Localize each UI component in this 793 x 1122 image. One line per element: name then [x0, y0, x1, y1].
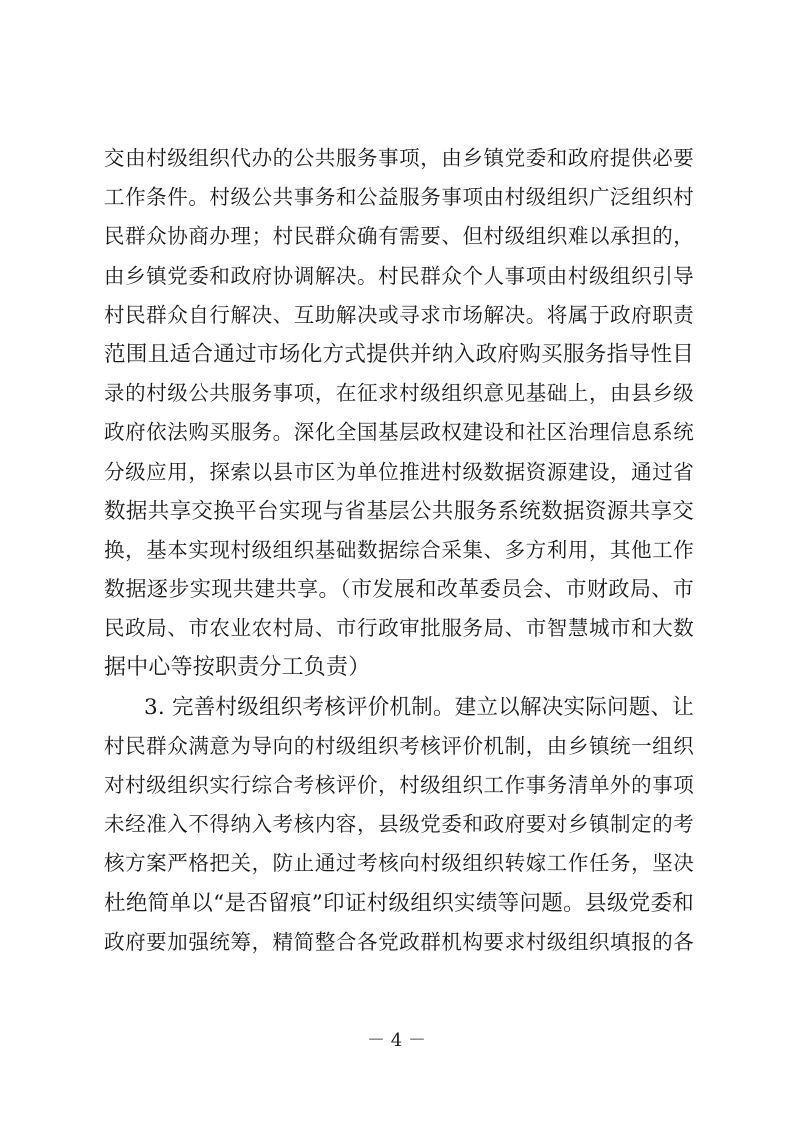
text-line: 范围且适合通过市场化方式提供并纳入政府购买服务指导性目 — [104, 341, 694, 367]
text-line: 村民群众满意为导向的村级组织考核评价机制，由乡镇统一组织 — [104, 733, 694, 758]
text-line: 数据逐步实现共建共享。（市发展和改革委员会、市财政局、市 — [104, 577, 694, 602]
text-line: 分级应用，探索以县市区为单位推进村级数据资源建设，通过省 — [104, 459, 694, 484]
text-line: 录的村级公共服务事项，在征求村级组织意见基础上，由县乡级 — [104, 381, 694, 406]
text-line: 工作条件。村级公共事务和公益服务事项由村级组织广泛组织村 — [104, 185, 694, 210]
text-line: 换，基本实现村级组织基础数据综合采集、多方利用，其他工作 — [104, 537, 694, 562]
text-line: 政府依法购买服务。深化全国基层政权建设和社区治理信息系统 — [104, 420, 694, 445]
text-line: 民群众协商办理；村民群众确有需要、但村级组织难以承担的， — [104, 224, 694, 249]
text-line: 由乡镇党委和政府协调解决。村民群众个人事项由村级组织引导 — [104, 263, 694, 288]
text-line: 对村级组织实行综合考核评价，村级组织工作事务清单外的事项 — [104, 773, 694, 797]
body-text — [104, 139, 694, 962]
text-line: 民政局、市农业农村局、市行政审批服务局、市智慧城市和大数 — [104, 616, 694, 641]
text-line: 据中心等按职责分工负责） — [104, 655, 371, 681]
text-line: 核方案严格把关，防止通过考核向村级组织转嫁工作任务，坚决 — [104, 851, 694, 876]
text-line: 杜绝简单以“是否留痕”印证村级组织实绩等问题。县级党委和 — [104, 890, 694, 916]
text-line: 村民群众自行解决、互助解决或寻求市场解决。将属于政府职责 — [104, 302, 694, 327]
text-line: 政府要加强统筹，精简整合各党政群机构要求村级组织填报的各 — [104, 929, 694, 954]
page-number: － 4 － — [367, 1030, 426, 1051]
text-line: 数据共享交换平台实现与省基层公共服务系统数据资源共享交 — [104, 498, 694, 524]
section-heading-line: 3. 完善村级组织考核评价机制。建立以解决实际问题、让 — [144, 694, 694, 720]
text-line: 未经准入不得纳入考核内容，县级党委和政府要对乡镇制定的考 — [104, 812, 694, 837]
text-line: 交由村级组织代办的公共服务事项，由乡镇党委和政府提供必要 — [104, 146, 694, 170]
